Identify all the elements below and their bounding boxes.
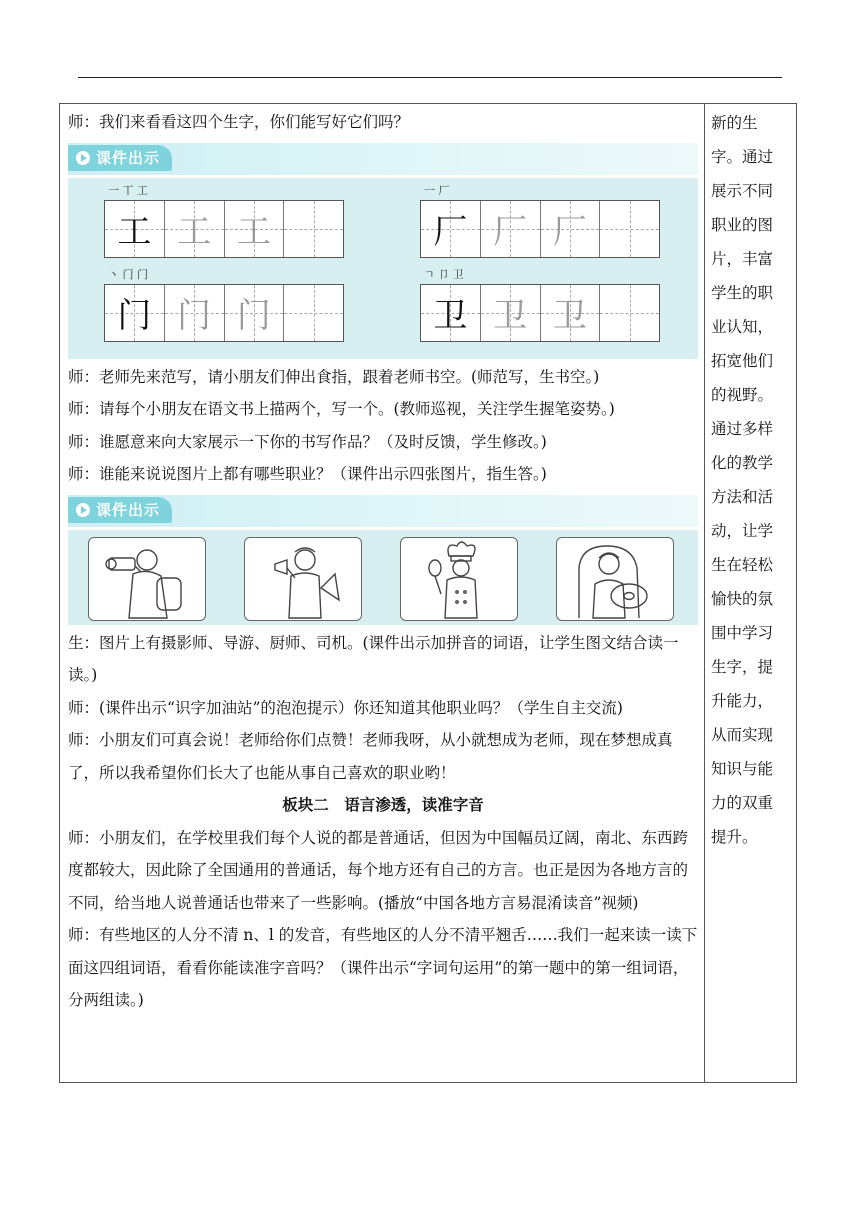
main-column bbox=[68, 106, 698, 1017]
grid-cell bbox=[284, 285, 343, 341]
writing-grid bbox=[104, 200, 344, 258]
trace-char: 工 bbox=[177, 212, 212, 252]
grid-cell bbox=[600, 201, 659, 257]
play-icon bbox=[76, 151, 90, 165]
trace-char: 门 bbox=[177, 296, 212, 336]
grid-cell bbox=[421, 285, 481, 341]
grid-cell bbox=[541, 285, 601, 341]
banner-tab bbox=[68, 145, 172, 171]
paragraph: 师：老师先来范写，请小朋友们伸出食指，跟着老师书空。(师范写，生书空。) bbox=[68, 367, 600, 386]
photographer-icon bbox=[88, 537, 206, 621]
stroke-order: ㄱ 卩 卫 bbox=[424, 267, 464, 281]
grid-cell bbox=[105, 201, 165, 257]
paragraph: 师：有些地区的人分不清 n、l 的发音，有些地区的人分不清平翘舌……我们一起来读一读下面这四组词语，看看你能读准字音吗？（课件出示“字词句运用”的第一题中的第一组词语，分两组读。) bbox=[68, 926, 698, 1009]
trace-char: 门 bbox=[236, 296, 271, 336]
grid-cell bbox=[421, 201, 481, 257]
paragraph: 师：谁愿意来向大家展示一下你的书写作品？（及时反馈，学生修改。) bbox=[68, 432, 547, 451]
grid-cell bbox=[225, 201, 285, 257]
header-rule bbox=[78, 77, 782, 78]
trace-char: 卫 bbox=[493, 296, 528, 336]
intro-text: 师：我们来看看这四个生字，你们能写好它们吗？ bbox=[68, 113, 410, 131]
driver-icon bbox=[556, 537, 674, 621]
section-heading: 板块二 语言渗透，读准字音 bbox=[282, 795, 484, 814]
model-char: 门 bbox=[117, 296, 152, 336]
grid-cell bbox=[541, 201, 601, 257]
paragraph: 师：请每个小朋友在语文书上描两个，写一个。(教师巡视，关注学生握笔姿势。) bbox=[68, 400, 615, 418]
paragraph: 师：谁能来说说图片上都有哪些职业？（课件出示四张图片，指生答。) bbox=[68, 465, 547, 483]
trace-char: 厂 bbox=[493, 212, 528, 252]
column-divider bbox=[704, 103, 705, 1083]
writing-grid bbox=[420, 284, 660, 342]
model-char: 卫 bbox=[433, 296, 468, 336]
paragraph: 师：小朋友们可真会说！老师给你们点赞！老师我呀，从小就想成为老师，现在梦想成真了，所以我希望你们长大了也能从事自己喜欢的职业哟！ bbox=[68, 731, 673, 782]
grid-cell bbox=[165, 201, 225, 257]
trace-char: 工 bbox=[236, 212, 271, 252]
tour-guide-icon bbox=[244, 537, 362, 621]
grid-cell bbox=[225, 285, 285, 341]
writing-grid bbox=[420, 200, 660, 258]
grid-cell bbox=[284, 201, 343, 257]
play-icon bbox=[76, 503, 90, 517]
trace-char: 卫 bbox=[552, 296, 587, 336]
paragraph: 生：图片上有摄影师、导游、厨师、司机。(课件出示加拼音的词语，让学生图文结合读一读。) bbox=[68, 633, 679, 684]
side-note: 新的生字。通过展示不同职业的图片，丰富学生的职业认知，拓宽他们的视野。通过多样化的教学方法和活动，让学生在轻松愉快的氛围中学习生字，提升能力，从而实现知识与能力的双重提升。 bbox=[711, 114, 774, 846]
stroke-order: 一 丅 工 bbox=[108, 183, 148, 197]
banner-tab bbox=[68, 497, 172, 523]
courseware-banner-1 bbox=[68, 143, 698, 175]
character-practice-panel bbox=[68, 178, 698, 359]
writing-grid bbox=[104, 284, 344, 342]
model-char: 厂 bbox=[433, 212, 468, 252]
grid-cell bbox=[481, 201, 541, 257]
grid-cell bbox=[600, 285, 659, 341]
banner-label: 课件出示 bbox=[96, 501, 161, 519]
trace-char: 厂 bbox=[552, 212, 587, 252]
model-char: 工 bbox=[117, 212, 152, 252]
banner-label: 课件出示 bbox=[96, 149, 161, 167]
occupation-pictures-panel bbox=[68, 530, 698, 625]
stroke-order: 丶 门 门 bbox=[108, 267, 148, 281]
grid-cell bbox=[481, 285, 541, 341]
courseware-banner-2 bbox=[68, 495, 698, 527]
grid-cell bbox=[165, 285, 225, 341]
paragraph: 师：小朋友们，在学校里我们每个人说的都是普通话，但因为中国幅员辽阔，南北、东西跨度都较大，因此除了全国通用的普通话，每个地方还有自己的方言。也正是因为各地方言的不同，给当地人说普通话也带来了一些影响。(播放“中国各地方言易混淆读音”视频) bbox=[68, 828, 689, 912]
paragraph: 师：(课件出示“识字加油站”的泡泡提示）你还知道其他职业吗？（学生自主交流) bbox=[68, 698, 623, 717]
grid-cell bbox=[105, 285, 165, 341]
chef-icon bbox=[400, 537, 518, 621]
stroke-order: 一 厂 bbox=[424, 183, 450, 197]
